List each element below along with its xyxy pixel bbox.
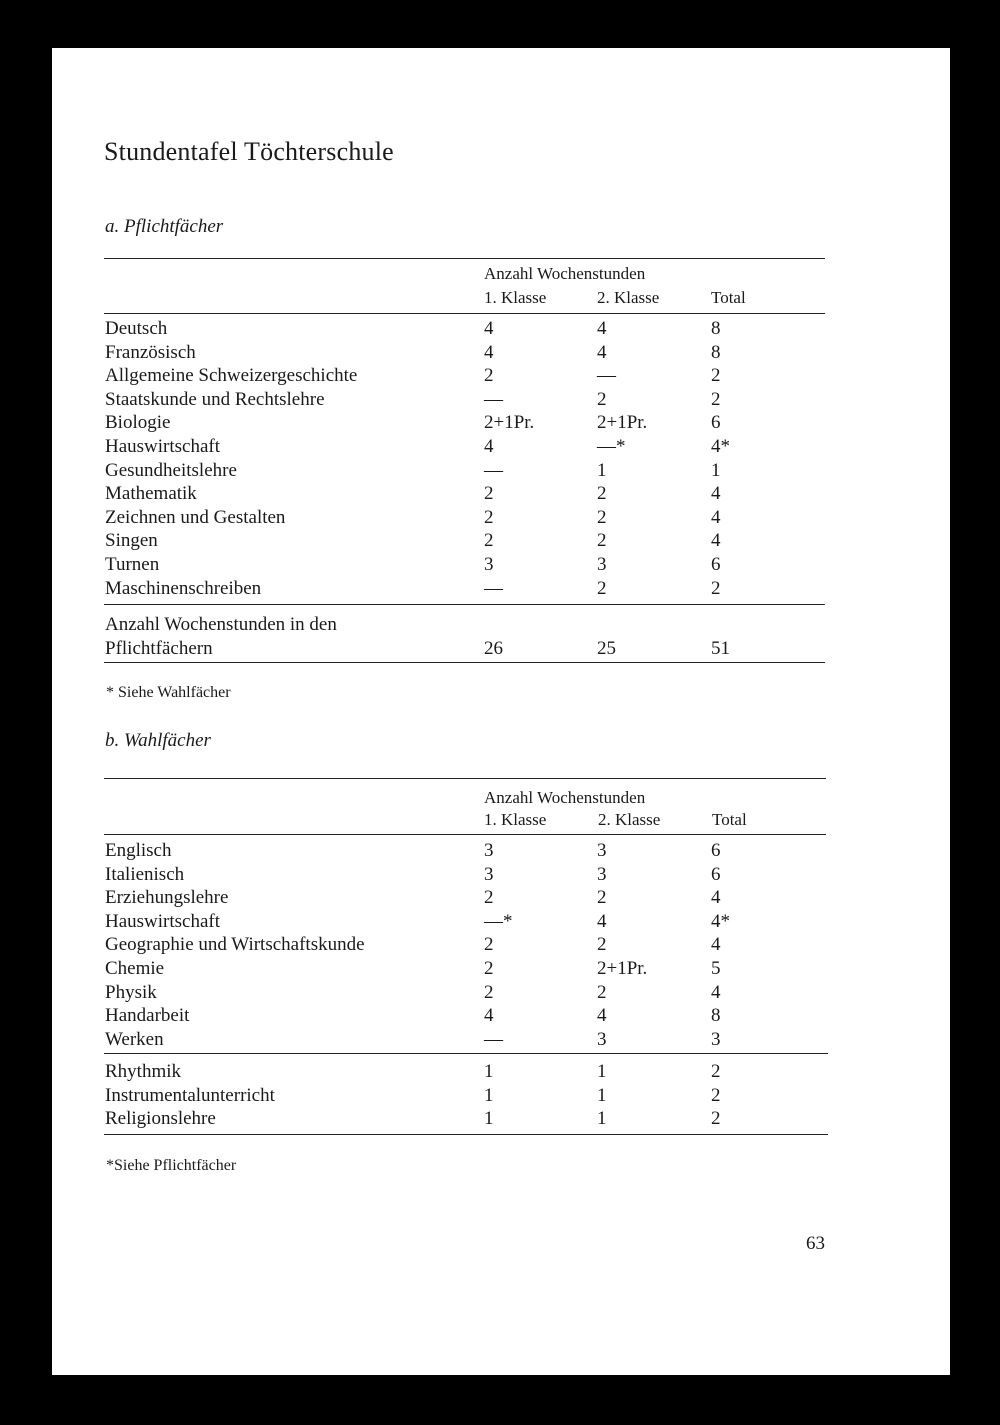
page-title: Stundentafel Töchterschule <box>104 137 394 166</box>
table-row <box>0 483 1000 507</box>
sum-label-line1: Anzahl Wochenstunden in den <box>105 614 337 635</box>
klasse1-cell: 4 <box>484 1005 494 1027</box>
table-a-sum-rule <box>104 604 825 605</box>
klasse2-cell: 2 <box>597 388 607 410</box>
klasse1-cell: 3 <box>484 863 494 885</box>
table-a-header-group: Anzahl Wochenstunden <box>484 264 646 283</box>
document-page <box>52 48 950 1375</box>
table-b-header-rule <box>104 834 826 835</box>
sum-klasse1: 26 <box>484 638 503 659</box>
klasse2-cell: 4 <box>597 910 607 932</box>
subject-cell: Biologie <box>105 412 171 434</box>
table-row <box>0 958 1000 982</box>
klasse1-cell: 1 <box>484 1061 494 1082</box>
klasse2-cell: 4 <box>597 1005 607 1027</box>
section-b-title: b. Wahlfächer <box>105 730 211 751</box>
table-a-header-rule <box>104 313 825 314</box>
klasse1-cell: 2 <box>484 365 494 387</box>
subject-cell: Werken <box>105 1028 164 1050</box>
subject-cell: Italienisch <box>105 863 185 885</box>
klasse1-cell: 2 <box>484 958 494 979</box>
klasse2-cell: 1 <box>597 459 607 481</box>
subject-cell: Mathematik <box>105 483 197 505</box>
klasse2-cell: 2 <box>597 483 607 505</box>
table-a-col-total: Total <box>711 288 746 307</box>
subject-cell: Staatskunde und Rechtslehre <box>105 388 325 410</box>
klasse1-cell: 3 <box>484 840 494 861</box>
klasse1-cell: 2 <box>484 506 494 528</box>
klasse2-cell: 3 <box>597 1028 607 1050</box>
total-cell: 2 <box>711 1084 721 1106</box>
klasse1-cell: 2+1Pr. <box>484 412 535 434</box>
total-cell: 6 <box>711 863 721 885</box>
table-a-col-klasse2: 2. Klasse <box>597 288 660 307</box>
total-cell: 8 <box>711 1005 721 1027</box>
table-row <box>0 1108 1000 1132</box>
total-cell: 4 <box>711 981 721 1003</box>
subject-cell: Maschinenschreiben <box>105 577 262 599</box>
klasse1-cell: — <box>484 577 503 599</box>
total-cell: 4 <box>711 506 721 528</box>
table-a-bottom-rule <box>104 662 825 663</box>
klasse2-cell: 1 <box>597 1084 607 1106</box>
subject-cell: Turnen <box>105 554 160 575</box>
subject-cell: Chemie <box>105 958 165 979</box>
subject-cell: Religionslehre <box>105 1108 216 1130</box>
table-row <box>0 460 1000 484</box>
table-b-col-klasse1: 1. Klasse <box>484 810 547 829</box>
table-b-mid-rule <box>104 1053 828 1054</box>
klasse1-cell: 4 <box>484 436 494 457</box>
klasse2-cell: 2 <box>597 887 607 909</box>
klasse2-cell: —* <box>597 436 626 457</box>
klasse1-cell: — <box>484 388 503 410</box>
table-row <box>0 365 1000 389</box>
table-b-top-rule <box>104 778 826 779</box>
table-row <box>0 911 1000 935</box>
table-b-col-total: Total <box>712 810 747 829</box>
klasse1-cell: 4 <box>484 318 494 339</box>
total-cell: 1 <box>711 459 721 481</box>
klasse2-cell: 3 <box>597 554 607 575</box>
klasse1-cell: —* <box>484 910 513 932</box>
klasse2-cell: 3 <box>597 840 607 861</box>
table-row <box>0 318 1000 342</box>
table-row <box>0 934 1000 958</box>
klasse2-cell: 2 <box>597 506 607 528</box>
total-cell: 6 <box>711 412 721 434</box>
subject-cell: Instrumentalunterricht <box>105 1084 275 1106</box>
subject-cell: Geographie und Wirtschaftskunde <box>105 934 365 956</box>
table-b-col-klasse2: 2. Klasse <box>598 810 661 829</box>
table-row <box>0 412 1000 436</box>
total-cell: 2 <box>711 577 721 599</box>
table-b-bottom-rule <box>104 1134 828 1135</box>
total-cell: 4* <box>711 910 730 932</box>
total-cell: 4 <box>711 887 721 909</box>
total-cell: 8 <box>711 318 721 339</box>
klasse2-cell: 4 <box>597 318 607 339</box>
total-cell: 6 <box>711 840 721 861</box>
total-cell: 2 <box>711 1108 721 1130</box>
table-a-top-rule <box>104 258 825 259</box>
total-cell: 8 <box>711 341 721 363</box>
total-cell: 3 <box>711 1028 721 1050</box>
table-row <box>0 389 1000 413</box>
klasse1-cell: 2 <box>484 981 494 1003</box>
table-row <box>0 840 1000 864</box>
total-cell: 4 <box>711 934 721 956</box>
table-row <box>0 1061 1000 1085</box>
table-a-sum-row <box>0 614 1000 638</box>
total-cell: 4* <box>711 436 730 457</box>
klasse2-cell: 2+1Pr. <box>597 958 648 979</box>
total-cell: 2 <box>711 388 721 410</box>
table-b-header-group: Anzahl Wochenstunden <box>484 788 646 807</box>
footnote-a: * Siehe Wahlfächer <box>106 684 231 701</box>
table-row <box>0 864 1000 888</box>
total-cell: 4 <box>711 483 721 505</box>
section-a-title: a. Pflichtfächer <box>105 216 224 237</box>
total-cell: 6 <box>711 554 721 575</box>
subject-cell: Gesundheitslehre <box>105 459 237 481</box>
klasse2-cell: 4 <box>597 341 607 363</box>
table-row <box>0 1005 1000 1029</box>
subject-cell: Physik <box>105 981 157 1003</box>
klasse1-cell: 1 <box>484 1108 494 1130</box>
subject-cell: Französisch <box>105 341 196 363</box>
table-row <box>0 982 1000 1006</box>
klasse2-cell: 3 <box>597 863 607 885</box>
sum-total: 51 <box>711 638 730 659</box>
klasse1-cell: 2 <box>484 887 494 909</box>
klasse1-cell: — <box>484 459 503 481</box>
subject-cell: Deutsch <box>105 318 168 339</box>
klasse1-cell: — <box>484 1028 503 1050</box>
sum-klasse2: 25 <box>597 638 616 659</box>
table-row <box>0 507 1000 531</box>
total-cell: 2 <box>711 1061 721 1082</box>
subject-cell: Hauswirtschaft <box>105 436 221 457</box>
subject-cell: Zeichnen und Gestalten <box>105 506 286 528</box>
subject-cell: Singen <box>105 530 158 552</box>
klasse2-cell: 1 <box>597 1061 607 1082</box>
subject-cell: Allgemeine Schweizergeschichte <box>105 365 358 387</box>
klasse1-cell: 3 <box>484 554 494 575</box>
klasse2-cell: 2 <box>597 981 607 1003</box>
subject-cell: Handarbeit <box>105 1005 190 1027</box>
klasse1-cell: 2 <box>484 483 494 505</box>
klasse1-cell: 2 <box>484 530 494 552</box>
total-cell: 5 <box>711 958 721 979</box>
subject-cell: Rhythmik <box>105 1061 182 1082</box>
footnote-b: *Siehe Pflichtfächer <box>106 1157 237 1174</box>
subject-cell: Englisch <box>105 840 172 861</box>
table-a-sum-row-values <box>0 638 1000 662</box>
table-row <box>0 887 1000 911</box>
klasse1-cell: 1 <box>484 1084 494 1106</box>
table-row <box>0 342 1000 366</box>
sum-label-line2: Pflichtfächern <box>105 638 213 659</box>
klasse2-cell: 2 <box>597 577 607 599</box>
table-row <box>0 554 1000 578</box>
klasse1-cell: 2 <box>484 934 494 956</box>
klasse2-cell: 2 <box>597 934 607 956</box>
klasse2-cell: — <box>597 365 616 387</box>
total-cell: 4 <box>711 530 721 552</box>
klasse2-cell: 1 <box>597 1108 607 1130</box>
total-cell: 2 <box>711 365 721 387</box>
table-row <box>0 1085 1000 1109</box>
klasse2-cell: 2 <box>597 530 607 552</box>
table-row <box>0 578 1000 602</box>
klasse2-cell: 2+1Pr. <box>597 412 648 434</box>
klasse1-cell: 4 <box>484 341 494 363</box>
table-row <box>0 530 1000 554</box>
table-row <box>0 1029 1000 1053</box>
table-a-col-klasse1: 1. Klasse <box>484 288 547 307</box>
table-row <box>0 436 1000 460</box>
subject-cell: Erziehungslehre <box>105 887 229 909</box>
subject-cell: Hauswirtschaft <box>105 910 221 932</box>
page-number: 63 <box>806 1233 825 1254</box>
